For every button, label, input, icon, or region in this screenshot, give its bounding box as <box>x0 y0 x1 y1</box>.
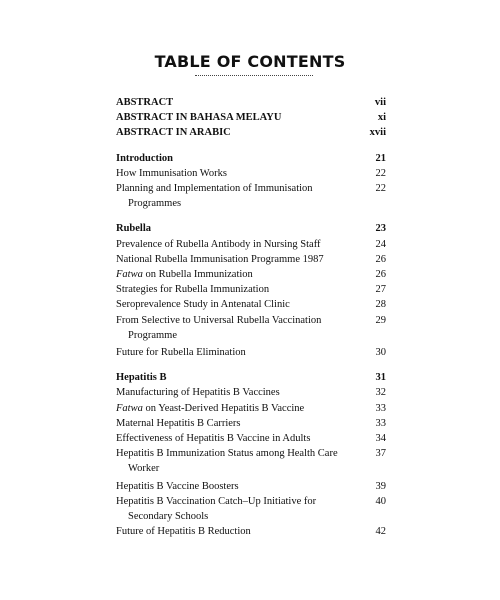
toc-entry[interactable] <box>116 524 386 539</box>
toc-entry-page: xi <box>377 112 386 124</box>
toc-entry-page: 29 <box>375 314 386 326</box>
toc-entry-text: on Rubella Immunization <box>142 269 253 281</box>
toc-entry-page: 40 <box>375 495 386 507</box>
toc-entry-page: 33 <box>375 417 386 429</box>
toc-entry-page: 42 <box>375 526 386 538</box>
toc-entry[interactable] <box>116 385 386 400</box>
toc-entry-label: Future for Rubella Elimination <box>116 347 246 359</box>
toc-entry-page: 39 <box>375 480 386 492</box>
toc-entry[interactable] <box>116 95 386 110</box>
toc-entry-label: Prevalence of Rubella Antibody in Nursing Staff <box>116 238 321 250</box>
toc-entry[interactable] <box>116 446 386 476</box>
toc-entry-label: Future of Hepatitis B Reduction <box>116 526 251 538</box>
toc-entry-page: 32 <box>375 387 386 399</box>
toc-entry[interactable] <box>116 494 386 524</box>
toc-entry[interactable] <box>116 181 386 211</box>
toc-section-heading[interactable] <box>116 151 386 166</box>
toc-entry-page: 21 <box>375 152 386 164</box>
toc-entry-italic: Fatwa <box>116 269 143 281</box>
toc-entry-label: Hepatitis B Immunization Status among Health Care Worker <box>116 448 338 475</box>
toc-entry[interactable] <box>116 166 386 181</box>
toc-entry-page: 33 <box>375 402 386 414</box>
toc-entry[interactable] <box>116 401 386 416</box>
toc-entry[interactable] <box>116 125 386 140</box>
toc-entry-label: How Immunisation Works <box>116 167 227 179</box>
page-title: TABLE OF CONTENTS <box>154 52 346 71</box>
toc-entry-label: From Selective to Universal Rubella Vaccination Programme <box>116 314 322 341</box>
toc-entry-label: National Rubella Immunisation Programme 1987 <box>116 253 324 265</box>
toc-section-heading[interactable] <box>116 221 386 236</box>
toc-entry-italic: Fatwa <box>116 402 143 414</box>
toc-entry-page: 22 <box>375 183 386 195</box>
rubella-section <box>116 221 386 360</box>
toc-entry-page: xvii <box>369 127 386 139</box>
toc-entry-label: ABSTRACT <box>116 97 174 108</box>
toc-entry-label: Effectiveness of Hepatitis B Vaccine in Adults <box>116 433 311 445</box>
toc-entry-page: 34 <box>375 433 386 445</box>
toc-entry-label: Introduction <box>116 152 173 164</box>
toc-entry[interactable] <box>116 267 386 282</box>
toc-entry-label <box>116 267 364 282</box>
toc-entry-page: 27 <box>375 284 386 296</box>
toc-entry-page: 23 <box>375 223 386 235</box>
toc-entry-page: 30 <box>375 347 386 359</box>
toc-entry-page: 26 <box>375 269 386 281</box>
toc-section-heading[interactable] <box>116 370 386 385</box>
toc-entry-page: 24 <box>375 238 386 250</box>
toc-entry-page: 26 <box>375 253 386 265</box>
toc-entry[interactable] <box>116 282 386 297</box>
toc-entry-label: Hepatitis B <box>116 372 167 384</box>
toc-entry[interactable] <box>116 479 386 494</box>
toc-entry-label: Planning and Implementation of Immunisation Programmes <box>116 183 313 210</box>
toc-entry-label: Strategies for Rubella Immunization <box>116 284 270 296</box>
toc-entry-page: 31 <box>375 372 386 384</box>
toc-entry[interactable] <box>116 431 386 446</box>
toc-entry-page: 28 <box>375 299 386 311</box>
toc-entry-label: Rubella <box>116 223 152 235</box>
toc-entry-label: Maternal Hepatitis B Carriers <box>116 417 241 429</box>
toc-entry[interactable] <box>116 297 386 312</box>
introduction-section <box>116 151 386 212</box>
toc-entry-label: ABSTRACT IN ARABIC <box>116 127 231 139</box>
toc-entry-label: Seroprevalence Study in Antenatal Clinic <box>116 299 290 311</box>
toc-entry-label <box>116 401 364 416</box>
toc-entry[interactable] <box>116 237 386 252</box>
hepatitis-b-section <box>116 370 386 539</box>
toc-entry-page: vii <box>374 97 386 108</box>
toc-entry-label: Hepatitis B Vaccine Boosters <box>116 480 239 492</box>
toc-entry[interactable] <box>116 416 386 431</box>
toc-entry[interactable] <box>116 313 386 343</box>
toc-entry-text: on Yeast-Derived Hepatitis B Vaccine <box>142 402 305 414</box>
front-matter-section <box>116 95 386 141</box>
toc-entry-label: ABSTRACT IN BAHASA MELAYU <box>116 112 282 124</box>
toc-entry-label: Hepatitis B Vaccination Catch–Up Initiative for Secondary Schools <box>116 495 317 523</box>
toc-entry-label: Manufacturing of Hepatitis B Vaccines <box>116 387 280 399</box>
toc-entry[interactable] <box>116 345 386 360</box>
table-of-contents <box>116 95 386 539</box>
toc-entry[interactable] <box>116 110 386 125</box>
toc-entry[interactable] <box>116 252 386 267</box>
toc-entry-page: 37 <box>375 448 386 460</box>
title-divider <box>195 75 313 76</box>
toc-entry-page: 22 <box>375 167 386 179</box>
